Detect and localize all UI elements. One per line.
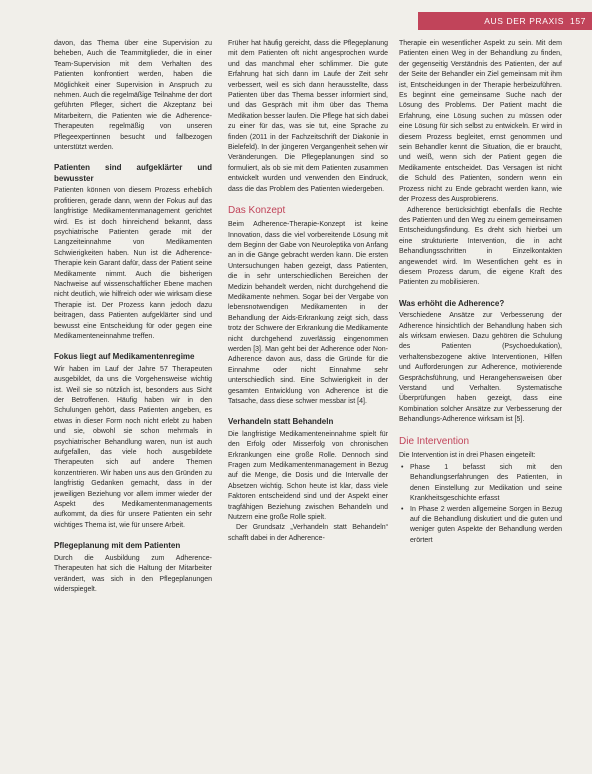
section-heading: Die Intervention — [399, 435, 470, 447]
running-header — [418, 12, 592, 30]
body-paragraph: Adherence berücksichtigt ebenfalls die Rechte des Patienten und den Weg zu einem gemeinsamen Entscheidungsfindung. Es dreht sich hierbei um eine strukturierte Intervention, die in acht Behandlungsschritten in Einzelkontakten angewendet wird. Im Wesentlichen geht es in diesem Prozess darum, die eigene Kraft des Patienten zu mobilisieren. — [399, 206, 562, 287]
body-paragraph: Die langfristige Medikamenteneinnahme spielt für den Erfolg oder Misserfolg von chronischen Erkrankungen eine große Rolle. Dennoch sind Fragen zum Medikamentenmanagement in Bezug auf die Menge, die Dosis und die Intervalle der Absetzen wichtig. Schon heute ist klar, dass viele Faktoren entscheidend sind und der Aspekt einer tragfähigen Beziehung zwischen Behandeln und Nutzern eine große Rolle spielt. — [228, 430, 388, 522]
section-heading: Das Konzept — [228, 205, 286, 217]
section-label: AUS DER PRAXIS — [484, 16, 565, 26]
body-paragraph: Therapie ein wesentlicher Aspekt zu sein. Mit dem Patienten einen Weg in der Behandlung zu finden, der gegenseitig Verständnis des Patienten, der auf der Seite der Behandler ein Ziel gemeinsam mit ihm ist, Entscheidungen in der Therapie herbeizuführen. Es beginnt eine gemeinsame Suche nach der Lösung des Problems. Der Patient macht die Erfahrung, eine Lösung suchen zu müssen oder eine Lösung für sich selbst zu entwickeln. Er wird in diesem Prozess begleitet, ernst genommen und sein Behandler kennt die Situation, die er braucht, und weiß, wenn sich der Patient gegen die Medikamente entscheidet. Das Versagen ist nicht die Schuld des Patienten, sondern wenn ein Prozess nicht zu Ende gebracht werden kann, wie der Prozess des Ausprobierens. — [399, 40, 562, 204]
page-number: 157 — [570, 16, 586, 26]
text-column-right — [399, 39, 562, 764]
body-paragraph: Patienten können von diesem Prozess erheblich profitieren, gerade dann, wenn der Fokus auf das langfristige Medikamentenmanagement gerichtet wird. Es ist doch hinreichend bekannt, dass psychiatrische Patienten gerade mit der Langzeiteinnahme von Medikamenten Schwierigkeiten haben. Nun ist die Adherence-Therapie kein Garant dafür, dass der Patient seine Medikamente nimmt. Auch die bisherigen Nachweise auf wissenschaftlicher Ebene machen nicht deutlich, wie hilfreich oder wie wirksam diese Therapie ist. Der Prozess kann jedoch dazu beitragen, dass Patienten aufgeklärter sind und bewusst eine Entscheidung für oder gegen eine Medikamenteneinnahme treffen. — [54, 187, 212, 340]
bullet-item: • Phase 1 befasst sich mit den Behandlungserfahrungen des Patienten, in denen Einstellung zur Medikation und seine Krankheitsgeschichte erfasst — [399, 463, 562, 505]
body-paragraph: Der Grundsatz „Verhandeln statt Behandeln“ schafft dabei in der Adherence- — [228, 524, 388, 542]
body-paragraph: Beim Adherence-Therapie-Konzept ist keine Innovation, dass die viel vorbereitende Lösung mit dem Beginn der Gabe von Neuroleptika von Anfang an in die Gänge gebracht werden kann. Die ersten Untersuchungen haben gezeigt, dass Patienten, die in sehr unterschiedlichen Bereichen der Medizin behandelt werden, nicht durchgehend die Medikamente nehmen. Sogar bei der Vergabe von lebensnotwendigen Medikamenten in der Behandlung der Aids-Erkrankung zeigt sich, dass trotz der Schwere der Erkrankung die Medikamente nicht durchgehend zuverlässig eingenommen werden [3]. Man geht bei der Adherence oder Non-Adherence davon aus, dass die Gründe für die Einnahme oder nicht Einnahme sehr unterschiedlich sind. Eine Schwierigkeit in der gesamten Entwicklung von Adherence ist die Tatsache, dass diese schwer messbar ist [4]. — [228, 221, 388, 405]
body-paragraph: Verschiedene Ansätze zur Verbesserung der Adherence hinsichtlich der Behandlung haben sich als wirksam erwiesen. Dazu gehören die Schulung des Patienten (Psychoedukation), verhaltensbezogene aktive Interventionen, Hilfen und Aufforderungen zur Adherence, motivierende Gesprächsführung, und Herangehensweisen über Verstand und Verhalten. Systematische Überprüfungen haben gezeigt, dass eine Kombination solcher Ansätze zur Verbesserung der Behandlungs-Adherence wirksam ist [5]. — [399, 312, 562, 424]
body-paragraph: Durch die Ausbildung zum Adherence-Therapeuten hat sich die Haltung der Mitarbeiter verändert, was sich in den Pflegeplanungen widerspiegelt. — [54, 554, 212, 593]
subheading: Was erhöht die Adherence? — [399, 298, 505, 308]
bullet-list — [399, 463, 562, 546]
body-paragraph: Früher hat häufig gereicht, dass die Pflegeplanung mit dem Patienten oft nicht angesprochen wurde und das manchmal eher schlimmer. Die gute Erfahrung hat sich dann im Laufe der Zeit sehr verbessert, weil es sich dann herausstellte, dass Patienten über das Thema besser informiert sind, und das Gespräch mit ihm über das Thema Medikation besser laufen. Die Pflege hat sich dabei zu einer für das, was sie tut, eine Sprache zu finden (2011 in der Fachzeitschrift der Diakonie in Bielefeld). In der jüngeren Vergangenheit sehen wir Veränderungen. Die Pflegeplanungen sind so formuliert, als ob sie mit dem Patienten zusammen entwickelt wurden und verwenden den Eindruck, dass die das Problem des Patienten wiedergeben. — [228, 40, 388, 193]
body-paragraph: Die Intervention ist in drei Phasen eingeteilt: — [399, 451, 536, 459]
subheading: Patienten sind aufgeklärter und bewusster — [54, 163, 212, 183]
subheading: Pflegeplanung mit dem Patienten — [54, 541, 181, 551]
subheading: Fokus liegt auf Medikamentenregime — [54, 352, 195, 362]
body-paragraph: Wir haben im Lauf der Jahre 57 Therapeuten ausgebildet, da uns die Vorgehensweise wichtig ist. Weil sie so nützlich ist, besonders aus Sicht der Betroffenen. Häufig haben wir in den Schulungen gehört, dass Patienten angeben, es etwas in dieser Form noch nicht erlebt zu haben und sie, obwohl sie schon mehrmals in psychiatrischer Behandlung waren, nun ist auch aufgefallen, das viele hoch ausgebildete Therapeuten sich auf andere Themen konzentrieren. Wir haben uns aus den Gründen zu langfristig Gedanken gemacht, dass in der jeweiligen Beziehung vor allem immer wieder der Aspekt des Medikamentenmanagements aufkommt, da dies für unsere Patienten ein sehr wichtiges Thema ist, wie für unsere Arbeit. — [54, 365, 212, 529]
bullet-item: • In Phase 2 werden allgemeine Sorgen in Bezug auf die Behandlung diskutiert und die guten und weniger guten Aspekte der Behandlung werden erörtert — [399, 505, 562, 547]
subheading: Verhandeln statt Behandeln — [228, 417, 334, 427]
text-column-middle — [228, 39, 388, 764]
body-paragraph: davon, das Thema über eine Supervision zu beheben, Auch die Teammitglieder, die in einer Team-Supervision mit dem Verhalten des Patienten konfrontiert werden, haben die Möglichkeit einer Supervision in Anspruch zu nehmen. Auch die regelmäßige Teilnahme der dort geführten Pfleger, sichert die Akzeptanz bei Mitarbeitern, die Patienten wie die Adherence-Therapeuten regelmäßig von unseren Pflegeexpertinnen besucht und fallbezogen unterstützt werden. — [54, 40, 212, 152]
text-column-left — [54, 39, 212, 764]
